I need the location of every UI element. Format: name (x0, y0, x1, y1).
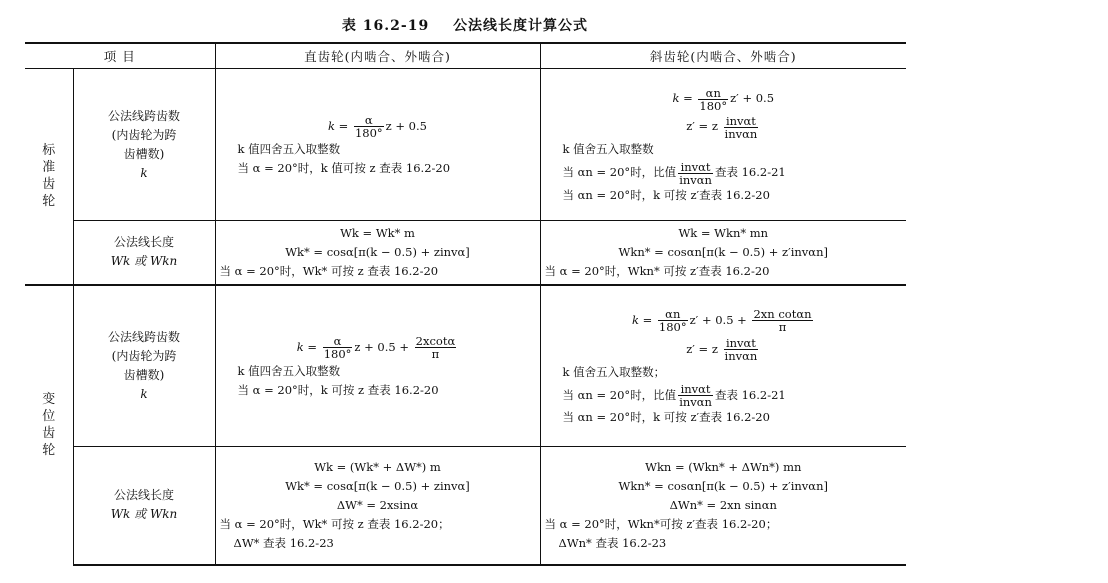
mod-len-spur: Wk = (Wk* + ΔW*) m Wk* = cosα[π(k − 0.5) + zinvα] ΔW* = 2xsinα 当 α = 20°时，Wk* 可按 z 查表 16.2-20； ΔW* 查表 16.2-23 (215, 447, 540, 565)
std-len-spur: Wk = Wk* m Wk* = cosα[π(k − 0.5) + zinvα] 当 α = 20°时，Wk* 可按 z 查表 16.2-20 (215, 221, 540, 285)
std-len-helical: Wk = Wkn* mn Wkn* = cosαn[π(k − 0.5) + z′invαn] 当 α = 20°时，Wkn* 可按 z′查表 16.2-20 (540, 221, 906, 285)
mod-span-spur: k = $\frac{\alpha}{180^\circ}$ z + 0.5 + $\frac{2xcot\alpha}{\pi}$ k 值四舍五入取整数 当 α = 20°时，k 可按 z 查表 16.2-20 (215, 285, 540, 447)
table-row (25, 285, 906, 447)
table-number: 表 16.2-19 (341, 18, 430, 34)
header-spur: 直齿轮(内啮合、外啮合) (215, 43, 540, 69)
std-span-helical: k = $\frac{\alpha n}{180^\circ}$ z′ + 0.5 z′ = z $\frac{\text{invαt}}{\text{invαn}}$ k 值舍五入取整数 当 αn = 20°时，比值 $\frac{\text{invαt}}{\text{invαn}}$ 查表 16.2-21 当 αn = 20°时，k 可按 z′查表 16.2-20 (540, 69, 906, 221)
header-item: 项 目 (25, 43, 215, 69)
item-span-count: 公法线跨齿数 (内齿轮为跨 齿槽数) k (73, 285, 215, 447)
table-row (25, 447, 906, 565)
std-span-spur: k = $\frac{\alpha}{180^\circ}$ z + 0.5 k 值四舍五入取整数 当 α = 20°时，k 值可按 z 查表 16.2-20 (215, 69, 540, 221)
item-length: 公法线长度 Wk 或 Wkn (73, 221, 215, 285)
table-title (0, 15, 930, 35)
item-span-count: 公法线跨齿数 (内齿轮为跨 齿槽数) k (73, 69, 215, 221)
table-caption: 公法线长度计算公式 (453, 18, 589, 34)
mod-span-helical: k = $\frac{\alpha n}{180^\circ}$ z′ + 0.5 + $\frac{\text{2xn cotαn}}{\pi}$ z′ = z $\frac{\text{invαt}}{\text{invαn}}$ k 值舍五入取整数； 当 αn = 20°时，比值 $\frac{\text{invαt}}{\text{invαn}}$ 查表 16.2-21 当 αn = 20°时，k 可按 z′查表 16.2-20 (540, 285, 906, 447)
header-row (25, 43, 906, 69)
item-length: 公法线长度 Wk 或 Wkn (73, 447, 215, 565)
group-modified: 变位齿轮 (25, 285, 73, 565)
header-helical: 斜齿轮(内啮合、外啮合) (540, 43, 906, 69)
formula-table (25, 42, 906, 566)
group-standard: 标准齿轮 (42, 143, 56, 210)
table-row (25, 69, 906, 221)
table-row (25, 221, 906, 285)
mod-len-helical: Wkn = (Wkn* + ΔWn*) mn Wkn* = cosαn[π(k − 0.5) + z′invαn] ΔWn* = 2xn sinαn 当 α = 20°时，Wkn*可按 z′查表 16.2-20； ΔWn* 查表 16.2-23 (540, 447, 906, 565)
